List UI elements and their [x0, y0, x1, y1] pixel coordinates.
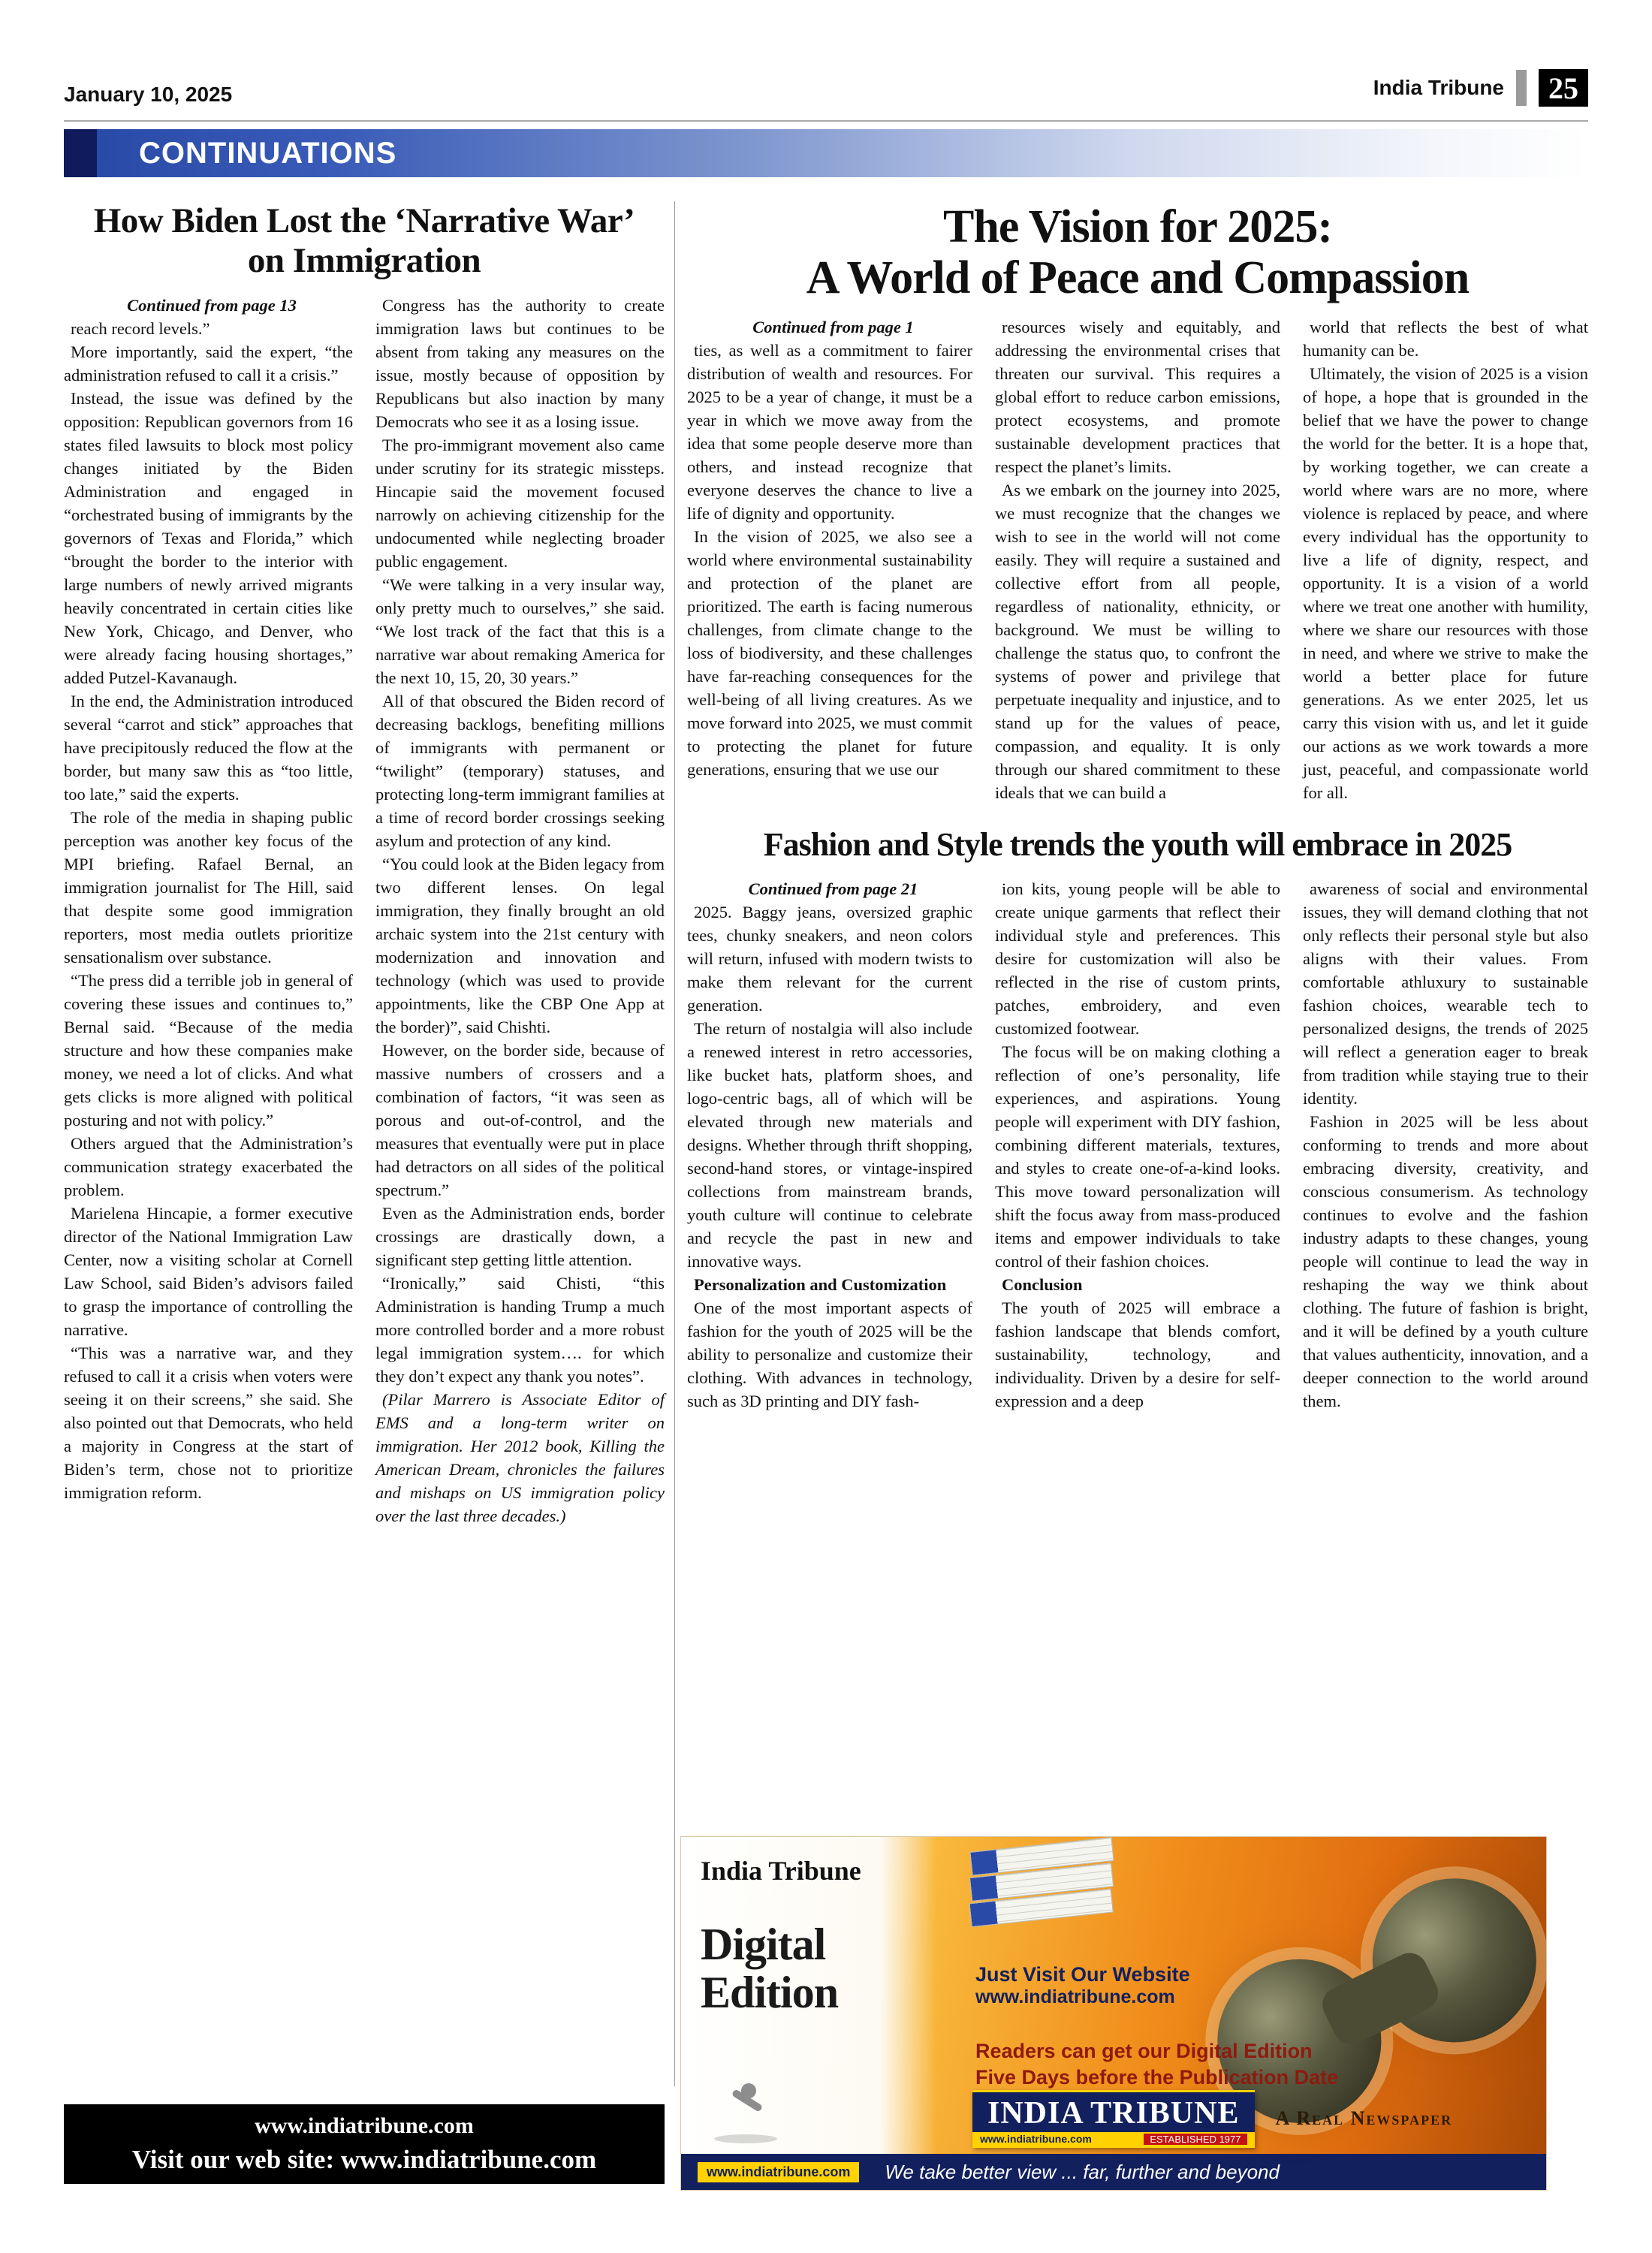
- ad-strip-url: www.indiatribune.com: [698, 2162, 859, 2182]
- ad-readers-line-1: Readers can get our Digital Edition: [975, 2040, 1313, 2062]
- ad-bottom-strip: [681, 2154, 1546, 2190]
- article-fashion-title: Fashion and Style trends the youth will embrace in 2025: [763, 826, 1512, 864]
- logo-sub-row: [972, 2132, 1255, 2146]
- paragraph: “This was a narrative war, and they refused to call it a crisis when voters were seeing it on their screens,” she said. She also pointed out that Democrats, who held a majority in Congress at the start of Biden’s term, chose not to prioritize immigration reform.: [64, 1344, 353, 1503]
- article-fashion-columns: [687, 877, 1588, 1413]
- article-vision-title: [687, 201, 1588, 303]
- ad-product-line-1: Digital: [701, 1920, 826, 1969]
- title-line-2: on Immigration: [247, 240, 481, 280]
- paragraph: One of the most important aspects of fashion for the youth of 2025 will be the ability to personalize and customize their clothing. With advances in technology, such as 3D printing and DIY fash-: [687, 1298, 972, 1411]
- ad-readers-line-2: Five Days before the Publication Date: [975, 2066, 1339, 2089]
- paragraph: Fashion in 2025 will be less about conforming to trends and more about embracing diversity, creativity, and conscious consumerism. As technology continues to evolve and the fashion industry adapts to these changes, young people will continue to lead the way in reshaping the way we think about clothing. The future of fashion is bright, and it will be defined by a youth culture that values authenticity, innovation, and a deeper connection to the world around them.: [1303, 1112, 1588, 1411]
- paragraph: More importantly, said the expert, “the administration refused to call it a crisis.”: [64, 342, 353, 385]
- header-divider: [64, 120, 1588, 122]
- ad-logo-row: [972, 2090, 1452, 2148]
- continued-from-label: Continued from page 21: [748, 879, 918, 899]
- ad-product-name: [701, 1921, 917, 2016]
- ad-visit-url: www.indiatribune.com: [975, 1986, 1175, 2007]
- page-number: 25: [1539, 69, 1588, 107]
- paragraph: However, on the border side, because of massive numbers of crossers and a combination of factors, “it was seen as porous and out-of-control, and the measures that eventually were put in place had detractors on all sides of the political spectrum.”: [375, 1041, 665, 1200]
- paragraph: All of that obscured the Biden record of decreasing backlogs, benefiting millions of immigrants with permanent or “twilight” (temporary) statuses, and protecting long-term immigrant families at a time of record border crossings seeking asylum and protection of any kind.: [375, 692, 665, 851]
- ad-main-area: [681, 1837, 1546, 2154]
- column-text: [1303, 315, 1588, 804]
- ad-visit-label: Just Visit Our Website: [975, 1963, 1190, 1986]
- continued-from-label: Continued from page 1: [752, 318, 914, 337]
- header-right: [1373, 69, 1588, 107]
- ad-brand-name: India Tribune: [701, 1856, 861, 1886]
- article-vision: [687, 201, 1588, 804]
- ad-readers-block: [975, 2038, 1338, 2091]
- text-column: [995, 877, 1280, 1413]
- paragraph: 2025. Baggy jeans, oversized graphic tees, chunky sneakers, and neon colors will return, infused with modern twists to make them relevant for the current generation.: [687, 903, 972, 1015]
- text-column: [687, 315, 972, 804]
- paragraph: “The press did a terrible job in general of covering these issues and continues to,” Bernal said. “Because of the media structure and how these companies make money, we need a lot of clicks. And what gets clicks is more aligned with political posturing and not with policy.”: [64, 971, 353, 1130]
- paragraph: “We were talking in a very insular way, only pretty much to ourselves,” she said. “We lost track of the fact that this is a narrative war about remaking America for the next 10, 15, 20, 30 years.”: [375, 575, 665, 688]
- paragraph: In the vision of 2025, we also see a world where environmental sustainability and protection of the planet are prioritized. The earth is facing numerous challenges, from climate change to the loss of biodiversity, and these challenges have far-reaching consequences for the well-being of all living creatures. As we move forward into 2025, we must commit to protecting the planet for future generations, ensuring that we use our: [687, 527, 972, 780]
- paragraph: Conclusion: [1002, 1275, 1083, 1295]
- column-text: [64, 317, 353, 1504]
- paragraph: Ultimately, the vision of 2025 is a vision of hope, a hope that is grounded in the belief that we have the power to change the world for the better. It is a hope that, by working together, we can create a world where wars are no more, where violence is replaced by peace, and where every individual has the opportunity to live a life of dignity, respect, and opportunity. It is a vision of a world where we treat one another with humility, where we share our resources with those in need, and where we strive to make the world a better place for future generations. As we enter 2025, let us carry this vision with us, and let it guide our actions as we work towards a more just, peaceful, and compassionate world for all.: [1303, 364, 1588, 803]
- paragraph: The youth of 2025 will embrace a fashion landscape that blends comfort, sustainability, technology, and individuality. Driven by a desire for self-expression and a deep: [995, 1298, 1280, 1411]
- paragraph: (Pilar Marrero is Associate Editor of EMS and a long-term writer on immigration. Her 2012 book, Killing the American Dream, chronicles the failures and mishaps on US immigration policy over the last three decades.): [375, 1390, 665, 1526]
- right-region: [687, 201, 1588, 1413]
- column-text: [687, 900, 972, 1413]
- title-line-2: A World of Peace and Compassion: [806, 252, 1470, 304]
- section-title: CONTINUATIONS: [139, 136, 397, 170]
- figure-shadow: [714, 2134, 777, 2143]
- website-url: www.indiatribune.com: [255, 2113, 474, 2138]
- paragraph: world that reflects the best of what humanity can be.: [1303, 318, 1588, 360]
- website-cta: Visit our web site: www.indiatribune.com: [131, 2145, 597, 2174]
- ad-visit-block: [975, 1963, 1190, 2008]
- paragraph: awareness of social and environmental issues, they will demand clothing that not only reflects their personal style but also aligns with their values. From comfortable athluxury to sustainable fashion choices, wearable tech to personalized designs, the trends of 2025 will reflect a generation eager to break from tradition while staying true to their identity.: [1303, 879, 1588, 1108]
- paragraph: reach record levels.”: [71, 319, 210, 339]
- india-tribune-logo: [972, 2090, 1255, 2148]
- column-text: [995, 877, 1280, 1413]
- paragraph: Others argued that the Administration’s communication strategy exacerbated the problem.: [64, 1134, 353, 1200]
- newspaper-stack-image: [963, 1837, 1122, 1941]
- text-column: [375, 294, 665, 1528]
- ad-side-tagline: A Real Newspaper: [1275, 2107, 1453, 2130]
- section-bar: [64, 129, 1588, 177]
- ad-product-line-2: Edition: [701, 1967, 839, 2017]
- pushing-figure-graphic: [701, 2080, 783, 2143]
- continued-from-label: Continued from page 13: [127, 296, 297, 315]
- column-text: [375, 294, 665, 1528]
- paragraph: “You could look at the Biden legacy from two different lenses. On legal immigration, they finally brought an old archaic system into the 21st century with modernization and innovation and technology (which was used to provide appointments, like the CBP One App at the border)”, said Chishti.: [375, 855, 665, 1037]
- paragraph: resources wisely and equitably, and addressing the environmental crises that threaten our survival. This requires a global effort to reduce carbon emissions, protect ecosystems, and promote sustainable development practices that respect the planet’s limits.: [995, 318, 1280, 477]
- paragraph: The focus will be on making clothing a reflection of one’s personality, life experiences, and aspirations. Young people will experiment with DIY fashion, combining different materials, textures, and styles to create one-of-a-kind looks. This move toward personalization will shift the focus away from mass-produced items and empower individuals to take control of their fashion choices.: [995, 1042, 1280, 1271]
- article-fashion: [687, 825, 1588, 1413]
- paragraph: Instead, the issue was defined by the opposition: Republican governors from 16 states filed lawsuits to block most policy changes initiated by the Biden Administration and engaged in “orchestrated busing of immigrants by the governors of Texas and Florida,” which “brought the border to the interior with large numbers of newly arrived migrants heavily concentrated in certain cities like New York, Chicago, and Denver, who were already facing housing shortages,” added Putzel-Kavanaugh.: [64, 389, 353, 688]
- article-vision-columns: [687, 315, 1588, 804]
- digital-edition-ad: [680, 1836, 1547, 2191]
- paragraph: The role of the media in shaping public perception was another key focus of the MPI briefing. Rafael Bernal, an immigration journalist for The Hill, said that despite some good immigration reporters, most media outlets prioritize sensationalism over substance.: [64, 808, 353, 967]
- paragraph: In the end, the Administration introduced several “carrot and stick” approaches that have precipitously reduced the flow at the border, but many saw this as “too little, too late,” said the experts.: [64, 692, 353, 804]
- article-immigration: [64, 201, 665, 1528]
- ad-left-panel: [681, 1837, 936, 2154]
- paragraph: Personalization and Customization: [694, 1275, 947, 1295]
- paragraph: Even as the Administration ends, border crossings are drastically down, a significant step getting little attention.: [375, 1204, 665, 1270]
- page-number-accent: [1516, 70, 1527, 106]
- paragraph: Marielena Hincapie, a former executive director of the National Immigration Law Center, now a visiting scholar at Cornell Law School, said Biden’s advisors failed to grasp the importance of controlling the narrative.: [64, 1204, 353, 1340]
- article-immigration-columns: [64, 294, 665, 1528]
- paper-name: India Tribune: [1373, 76, 1504, 99]
- text-column: [687, 877, 972, 1413]
- website-banner: [64, 2104, 665, 2184]
- column-text: [995, 315, 1280, 804]
- ad-strip-tagline: We take better view ... far, further and beyond: [885, 2160, 1280, 2183]
- logo-url: www.indiatribune.com: [980, 2133, 1092, 2145]
- paragraph: ties, as well as a commitment to fairer distribution of wealth and resources. For 2025 to be a year of change, it must be a year in which we move away from the idea that some people deserve more than others, and instead recognize that everyone deserves the chance to live a life of dignity and opportunity.: [687, 341, 972, 523]
- paragraph: “Ironically,” said Chisti, “this Administration is handing Trump a much more controlled border and a more robust legal immigration system…. for which they don’t expect any thank you notes”.: [375, 1274, 665, 1386]
- paragraph: The return of nostalgia will also include a renewed interest in retro accessories, like bucket hats, platform shoes, and logo-centric bags, all of which will be elevated through new materials and designs. Whether through thrift shopping, second-hand stores, or vintage-inspired collections from mainstream brands, youth culture will continue to celebrate and recycle the past in new and innovative ways.: [687, 1019, 972, 1271]
- column-text: [687, 339, 972, 781]
- page-header: [64, 69, 1588, 107]
- logo-text: INDIA TRIBUNE: [987, 2095, 1240, 2131]
- article-immigration-title: [64, 201, 665, 280]
- paragraph: As we embark on the journey into 2025, we must recognize that the changes we wish to see in the world will not come easily. They will require a sustained and collective effort from all people, regardless of nationality, ethnicity, or background. We must be willing to challenge the status quo, to confront the systems of power and privilege that perpetuate inequality and injustice, and to stand up for the values of peace, compassion, and equality. It is only through our shared commitment to these ideals that we can build a: [995, 481, 1280, 803]
- column-text: [1303, 877, 1588, 1413]
- paragraph: Congress has the authority to create immigration laws but continues to be absent from taking any measures on the issue, mostly because of opposition by Republicans but also inaction by many Democrats who see it as a losing issue.: [375, 296, 665, 432]
- text-column: [64, 294, 353, 1528]
- title-line-1: How Biden Lost the ‘Narrative War’: [93, 201, 635, 240]
- issue-date: January 10, 2025: [64, 83, 233, 106]
- text-column: [1303, 877, 1588, 1413]
- column-divider: [674, 201, 675, 2086]
- paragraph: ion kits, young people will be able to create unique garments that reflect their individual style and preferences. This desire for customization will also be reflected in the rise of custom prints, patches, embroidery, and even customized footwear.: [995, 879, 1280, 1039]
- text-column: [1303, 315, 1588, 804]
- logo-established-badge: ESTABLISHED 1977: [1144, 2134, 1247, 2145]
- paragraph: The pro-immigrant movement also came under scrutiny for its strategic missteps. Hincapie said the movement focused narrowly on achieving citizenship for the undocumented while neglecting broader public engagement.: [375, 436, 665, 572]
- title-line-1: The Vision for 2025:: [943, 201, 1332, 252]
- text-column: [995, 315, 1280, 804]
